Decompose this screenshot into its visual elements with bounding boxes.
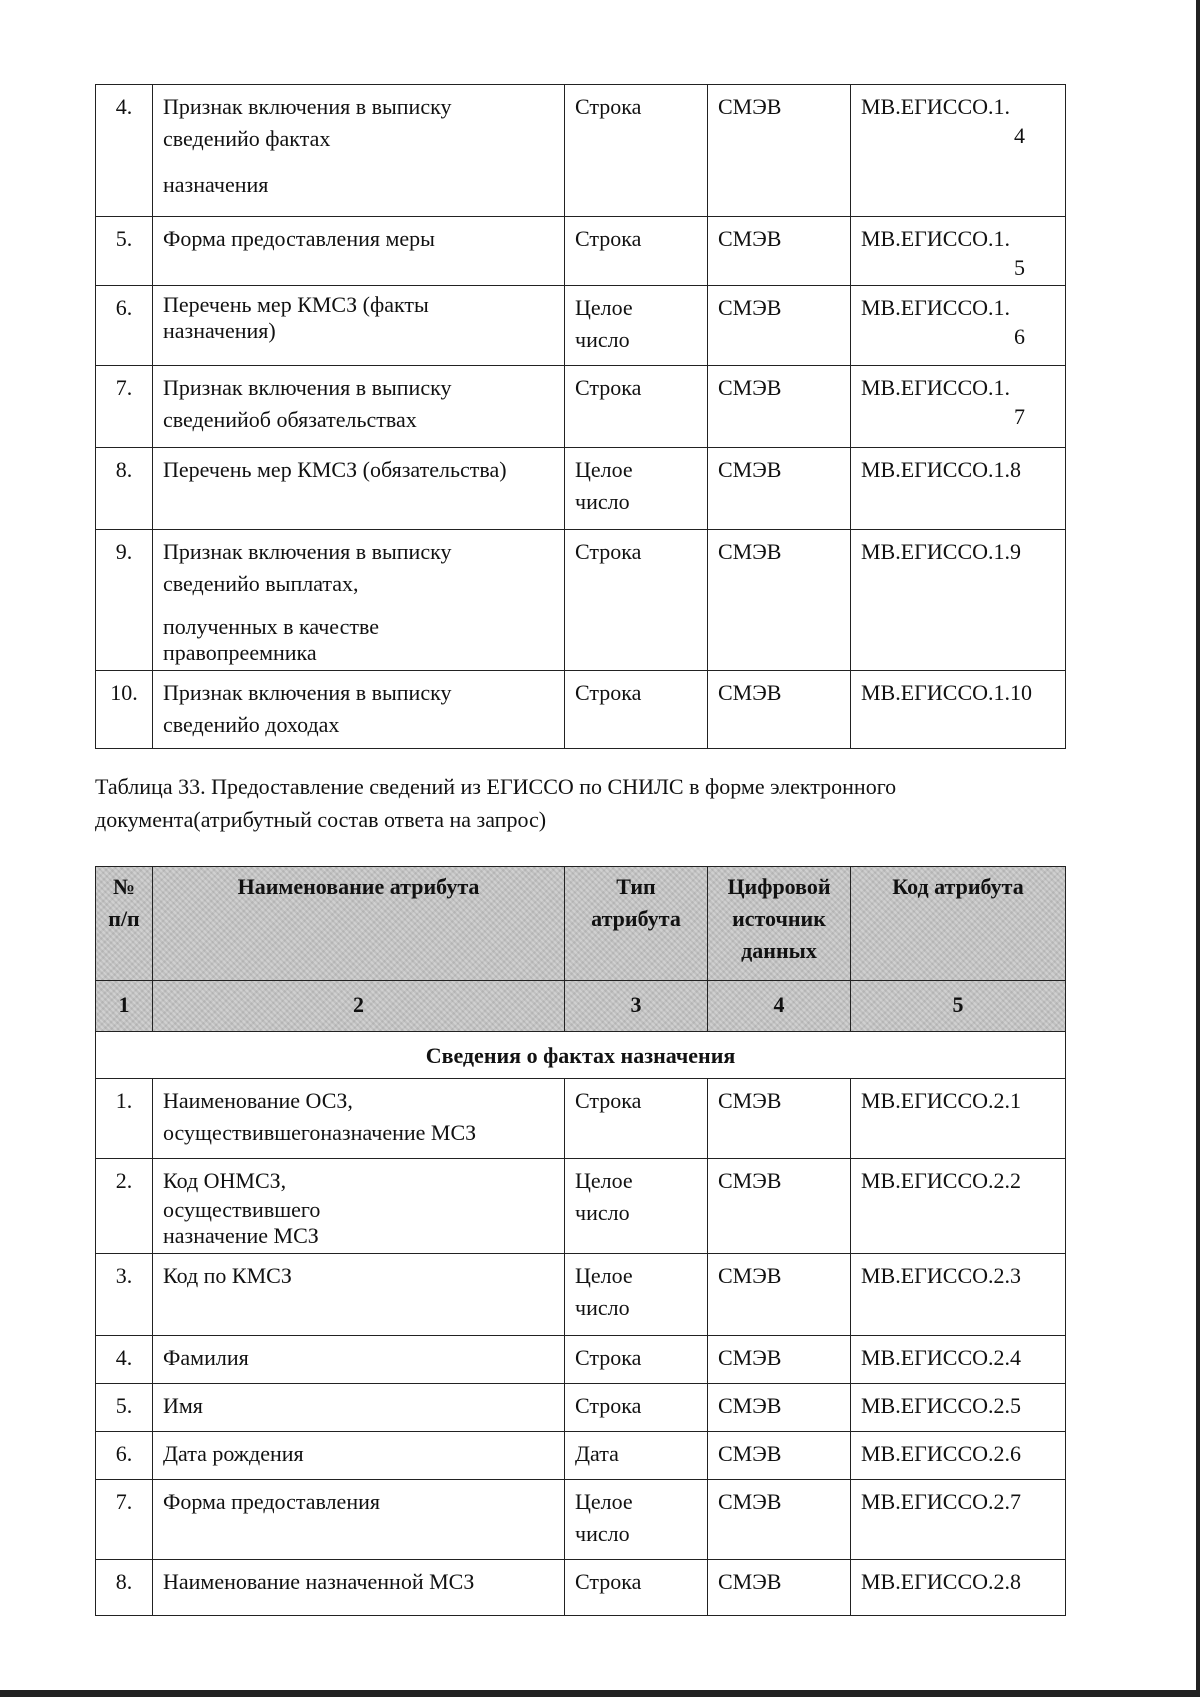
attribute-type bbox=[565, 1254, 708, 1336]
attribute-name-line: Код ОНМСЗ, bbox=[163, 1168, 287, 1193]
header-line: Цифровой bbox=[727, 874, 831, 899]
table-row bbox=[96, 1560, 1066, 1616]
table-caption bbox=[95, 770, 1095, 836]
header-line: данных bbox=[741, 938, 817, 963]
attribute-name-line: Признак включения в выписку bbox=[163, 680, 452, 705]
attribute-code-part: МВ.ЕГИССО.1. bbox=[861, 375, 1011, 400]
attribute-type bbox=[565, 1480, 708, 1560]
attribute-type-line: Целое bbox=[575, 457, 633, 482]
attribute-code: МВ.ЕГИССО.2.6 bbox=[851, 1432, 1066, 1480]
section-row bbox=[96, 1032, 1066, 1079]
header-line: № bbox=[112, 874, 136, 899]
attribute-name: Код по КМСЗ bbox=[153, 1254, 565, 1336]
row-number: 10. bbox=[96, 671, 153, 749]
column-index: 3 bbox=[565, 981, 708, 1032]
attribute-name-line: осуществившего bbox=[163, 1197, 321, 1222]
section-title: Сведения о фактах назначения bbox=[96, 1032, 1066, 1079]
attribute-type: Строка bbox=[565, 85, 708, 217]
attribute-code: МВ.ЕГИССО.1.9 bbox=[851, 530, 1066, 671]
attribute-type: Дата bbox=[565, 1432, 708, 1480]
data-source: СМЭВ bbox=[708, 1254, 851, 1336]
attribute-name-line: Форма предоставления меры bbox=[163, 226, 435, 251]
attribute-type: Строка bbox=[565, 1384, 708, 1432]
attribute-type: Строка bbox=[565, 1560, 708, 1616]
row-number: 8. bbox=[96, 1560, 153, 1616]
attribute-name: Форма предоставления bbox=[153, 1480, 565, 1560]
header-line: атрибута bbox=[591, 906, 681, 931]
attribute-name-line: сведенийо выплатах, bbox=[163, 571, 359, 596]
row-number: 4. bbox=[96, 85, 153, 217]
header-line: Наименование атрибута bbox=[237, 874, 480, 899]
attribute-code: МВ.ЕГИССО.2.7 bbox=[851, 1480, 1066, 1560]
row-number: 4. bbox=[96, 1336, 153, 1384]
column-index-row bbox=[96, 981, 1066, 1032]
header-line: источник bbox=[732, 906, 826, 931]
data-source: СМЭВ bbox=[708, 85, 851, 217]
attribute-type-line: Целое bbox=[575, 1263, 633, 1288]
row-number: 8. bbox=[96, 448, 153, 530]
attributes-table-continued bbox=[95, 84, 1066, 749]
attribute-name-line: сведенийо фактах bbox=[163, 126, 331, 151]
attribute-name-line: Признак включения в выписку bbox=[163, 375, 452, 400]
attribute-name-line: Перечень мер КМСЗ (обязательства) bbox=[163, 457, 507, 482]
attribute-code bbox=[851, 85, 1066, 217]
table-row bbox=[96, 1254, 1066, 1336]
table-row bbox=[96, 448, 1066, 530]
attribute-name bbox=[153, 1159, 565, 1254]
row-number: 7. bbox=[96, 1480, 153, 1560]
attribute-type-line: Целое bbox=[575, 1489, 633, 1514]
attribute-type bbox=[565, 286, 708, 366]
attribute-code bbox=[851, 366, 1066, 448]
table-row bbox=[96, 1480, 1066, 1560]
column-index: 2 bbox=[153, 981, 565, 1032]
table-caption-line: документа(атрибутный состав ответа на запрос) bbox=[95, 807, 547, 832]
column-index: 4 bbox=[708, 981, 851, 1032]
column-index: 5 bbox=[851, 981, 1066, 1032]
row-number: 1. bbox=[96, 1079, 153, 1159]
header-attribute-type bbox=[565, 867, 708, 981]
attribute-type-line: число bbox=[575, 1295, 630, 1320]
attribute-code: МВ.ЕГИССО.1.10 bbox=[851, 671, 1066, 749]
attribute-code bbox=[851, 217, 1066, 286]
attribute-type-line: число bbox=[575, 327, 630, 352]
table-row bbox=[96, 1432, 1066, 1480]
row-number: 6. bbox=[96, 1432, 153, 1480]
attribute-name-line: назначения bbox=[163, 172, 269, 197]
attribute-code: МВ.ЕГИССО.2.3 bbox=[851, 1254, 1066, 1336]
table-row bbox=[96, 85, 1066, 217]
attribute-type-line: Целое bbox=[575, 1168, 633, 1193]
attribute-type-line: число bbox=[575, 1521, 630, 1546]
data-source: СМЭВ bbox=[708, 530, 851, 671]
attribute-name: Фамилия bbox=[153, 1336, 565, 1384]
attribute-type-line: Целое bbox=[575, 295, 633, 320]
header-data-source bbox=[708, 867, 851, 981]
attribute-name-line: полученных в качестве bbox=[163, 614, 380, 639]
attribute-code-part: МВ.ЕГИССО.1. bbox=[861, 94, 1011, 119]
row-number: 9. bbox=[96, 530, 153, 671]
attribute-name bbox=[153, 286, 565, 366]
attribute-name-line: Признак включения в выписку bbox=[163, 94, 452, 119]
row-number: 2. bbox=[96, 1159, 153, 1254]
attribute-name: Имя bbox=[153, 1384, 565, 1432]
header-line: Тип bbox=[616, 874, 656, 899]
header-line: Код атрибута bbox=[892, 874, 1024, 899]
table-row bbox=[96, 1159, 1066, 1254]
attribute-code: МВ.ЕГИССО.2.1 bbox=[851, 1079, 1066, 1159]
column-index: 1 bbox=[96, 981, 153, 1032]
header-row-number bbox=[96, 867, 153, 981]
row-number: 5. bbox=[96, 1384, 153, 1432]
attribute-code-part: 5 bbox=[1014, 255, 1025, 280]
data-source: СМЭВ bbox=[708, 671, 851, 749]
attribute-name bbox=[153, 85, 565, 217]
attribute-name-line: назначение МСЗ bbox=[163, 1223, 319, 1248]
data-source: СМЭВ bbox=[708, 1384, 851, 1432]
attribute-code bbox=[851, 286, 1066, 366]
data-source: СМЭВ bbox=[708, 1432, 851, 1480]
data-source: СМЭВ bbox=[708, 1480, 851, 1560]
attribute-name-line: правопреемника bbox=[163, 640, 317, 665]
data-source: СМЭВ bbox=[708, 448, 851, 530]
attribute-code-part: 6 bbox=[1014, 324, 1025, 349]
attribute-type-line: число bbox=[575, 489, 630, 514]
data-source: СМЭВ bbox=[708, 286, 851, 366]
table-row bbox=[96, 1384, 1066, 1432]
attribute-type bbox=[565, 1159, 708, 1254]
attribute-code-part: МВ.ЕГИССО.1. bbox=[861, 295, 1011, 320]
data-source: СМЭВ bbox=[708, 1560, 851, 1616]
attribute-name bbox=[153, 671, 565, 749]
row-number: 7. bbox=[96, 366, 153, 448]
attribute-code: МВ.ЕГИССО.2.8 bbox=[851, 1560, 1066, 1616]
attribute-name-line: Перечень мер КМСЗ (факты bbox=[163, 292, 429, 317]
header-line: п/п bbox=[108, 906, 140, 931]
row-number: 3. bbox=[96, 1254, 153, 1336]
attribute-name bbox=[153, 1079, 565, 1159]
attribute-name bbox=[153, 530, 565, 671]
table-caption-line: Таблица 33. Предоставление сведений из ЕГИССО по СНИЛС в форме электронного bbox=[95, 774, 897, 799]
data-source: СМЭВ bbox=[708, 1336, 851, 1384]
attribute-code-part: МВ.ЕГИССО.1. bbox=[861, 226, 1011, 251]
attribute-code: МВ.ЕГИССО.2.5 bbox=[851, 1384, 1066, 1432]
attribute-type: Строка bbox=[565, 1079, 708, 1159]
attribute-code: МВ.ЕГИССО.2.2 bbox=[851, 1159, 1066, 1254]
attribute-type: Строка bbox=[565, 217, 708, 286]
data-source: СМЭВ bbox=[708, 1079, 851, 1159]
header-attribute-code bbox=[851, 867, 1066, 981]
attribute-name-line: Признак включения в выписку bbox=[163, 539, 452, 564]
attribute-name bbox=[153, 217, 565, 286]
attribute-name-line: назначения) bbox=[163, 318, 276, 343]
page-edge bbox=[1196, 0, 1200, 1697]
attribute-type: Строка bbox=[565, 366, 708, 448]
table-header-row bbox=[96, 867, 1066, 981]
attribute-name: Дата рождения bbox=[153, 1432, 565, 1480]
data-source: СМЭВ bbox=[708, 366, 851, 448]
attribute-name-line: сведенийоб обязательствах bbox=[163, 407, 417, 432]
attribute-name-line: Наименование ОСЗ, bbox=[163, 1088, 353, 1113]
attribute-code: МВ.ЕГИССО.1.8 bbox=[851, 448, 1066, 530]
table-row bbox=[96, 671, 1066, 749]
data-source: СМЭВ bbox=[708, 217, 851, 286]
attribute-code: МВ.ЕГИССО.2.4 bbox=[851, 1336, 1066, 1384]
attribute-type: Строка bbox=[565, 1336, 708, 1384]
attribute-name: Наименование назначенной МСЗ bbox=[153, 1560, 565, 1616]
attributes-table-33 bbox=[95, 866, 1066, 1616]
table-row bbox=[96, 286, 1066, 366]
table-row bbox=[96, 530, 1066, 671]
attribute-type: Строка bbox=[565, 530, 708, 671]
attribute-name-line: сведенийо доходах bbox=[163, 712, 340, 737]
data-source: СМЭВ bbox=[708, 1159, 851, 1254]
attribute-name bbox=[153, 366, 565, 448]
table-row bbox=[96, 1336, 1066, 1384]
page-edge bbox=[0, 1690, 1200, 1697]
attribute-code-part: 4 bbox=[1014, 123, 1025, 148]
attribute-type: Строка bbox=[565, 671, 708, 749]
attribute-type-line: число bbox=[575, 1200, 630, 1225]
attribute-type bbox=[565, 448, 708, 530]
header-attribute-name bbox=[153, 867, 565, 981]
attribute-name-line: осуществившегоназначение МСЗ bbox=[163, 1120, 477, 1145]
row-number: 5. bbox=[96, 217, 153, 286]
table-row bbox=[96, 217, 1066, 286]
table-row bbox=[96, 1079, 1066, 1159]
table-row bbox=[96, 366, 1066, 448]
attribute-code-part: 7 bbox=[1014, 404, 1025, 429]
row-number: 6. bbox=[96, 286, 153, 366]
attribute-name bbox=[153, 448, 565, 530]
